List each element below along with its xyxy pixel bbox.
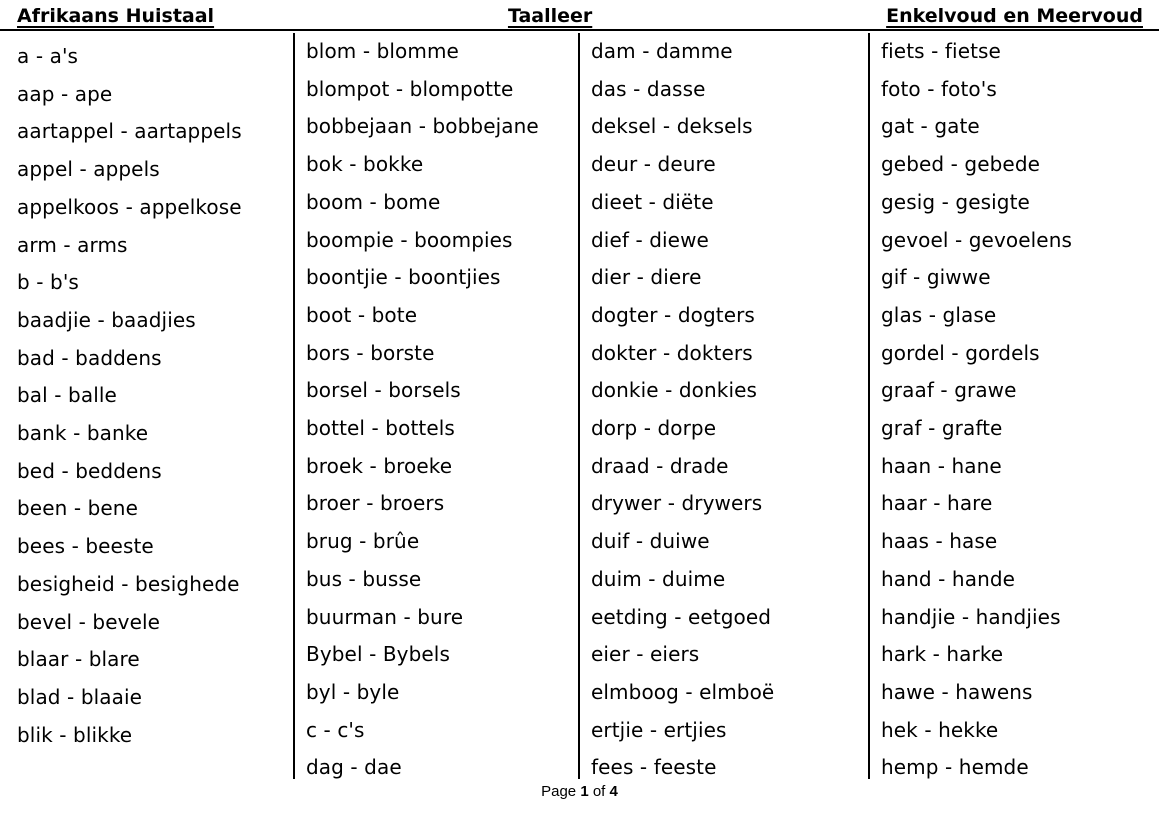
word-pair-item: dag - dae	[306, 755, 402, 780]
footer-page-label: Page	[541, 783, 577, 800]
word-column-4	[868, 33, 1159, 779]
header-title-center: Taalleer	[507, 5, 593, 27]
word-pair-item: bees - beeste	[17, 534, 154, 559]
word-pair-item: gif - giwwe	[881, 265, 991, 290]
word-pair-item: blompot - blompotte	[306, 76, 514, 101]
word-pair-item: bad - baddens	[17, 345, 162, 370]
header-title-right: Enkelvoud en Meervoud	[886, 5, 1143, 27]
word-pair-item: graf - grafte	[881, 416, 1003, 441]
word-pair-item: boontjie - boontjies	[306, 265, 501, 290]
word-pair-item: handjie - handjies	[881, 604, 1061, 629]
word-pair-item: duif - duiwe	[591, 529, 710, 554]
word-pair-item: arm - arms	[17, 232, 128, 257]
word-pair-item: fees - feeste	[591, 755, 717, 780]
word-pair-item: been - bene	[17, 496, 138, 521]
word-pair-item: bal - balle	[17, 383, 117, 408]
word-pair-item: bus - busse	[306, 566, 422, 591]
word-pair-item: eier - eiers	[591, 642, 700, 667]
word-pair-item: dorp - dorpe	[591, 416, 717, 441]
word-pair-item: blad - blaaie	[17, 684, 143, 709]
word-pair-item: appelkoos - appelkose	[17, 194, 242, 219]
word-pair-item: aartappel - aartappels	[17, 119, 242, 144]
word-pair-item: aap - ape	[17, 81, 113, 106]
word-pair-item: donkie - donkies	[591, 378, 758, 403]
word-pair-item: deksel - deksels	[591, 114, 753, 139]
word-pair-item: draad - drade	[591, 453, 729, 478]
word-pair-item: haas - hase	[881, 529, 998, 554]
word-pair-item: glas - glase	[881, 302, 997, 327]
word-pair-item: elmboog - elmboë	[591, 679, 775, 704]
word-pair-item: bottel - bottels	[306, 416, 455, 441]
word-column-2	[293, 33, 578, 779]
word-column-1	[0, 33, 293, 779]
word-pair-item: graaf - grawe	[881, 378, 1017, 403]
word-pair-item: bed - beddens	[17, 458, 162, 483]
word-pair-item: eetding - eetgoed	[591, 604, 772, 629]
word-pair-item: foto - foto's	[881, 76, 997, 101]
word-pair-item: bevel - bevele	[17, 609, 161, 634]
word-pair-item: broer - broers	[306, 491, 445, 516]
word-pair-item: blaar - blare	[17, 647, 140, 672]
word-pair-item: duim - duime	[591, 566, 726, 591]
word-pair-item: gesig - gesigte	[881, 189, 1030, 214]
word-pair-item: dokter - dokters	[591, 340, 753, 365]
word-pair-item: boompie - boompies	[306, 227, 513, 252]
word-pair-item: buurman - bure	[306, 604, 464, 629]
word-pair-item: gebed - gebede	[881, 152, 1041, 177]
word-pair-item: dam - damme	[591, 39, 733, 63]
word-pair-item: haan - hane	[881, 453, 1002, 478]
word-pair-item: borsel - borsels	[306, 378, 461, 403]
word-pair-item: gevoel - gevoelens	[881, 227, 1072, 252]
word-pair-item: gat - gate	[881, 114, 980, 139]
word-pair-item: byl - byle	[306, 679, 400, 704]
word-pair-item: blom - blomme	[306, 39, 459, 63]
page-footer	[0, 782, 1159, 802]
footer-total-pages: 4	[609, 783, 618, 800]
word-pair-item: baadjie - baadjies	[17, 307, 196, 332]
word-pair-item: gordel - gordels	[881, 340, 1040, 365]
word-column-3	[578, 33, 868, 779]
word-pair-item: c - c's	[306, 717, 365, 742]
footer-of-label: of	[592, 783, 606, 800]
word-pair-item: deur - deure	[591, 152, 716, 177]
header-title-left: Afrikaans Huistaal	[17, 5, 215, 27]
word-pair-item: Bybel - Bybels	[306, 642, 450, 667]
page-header	[0, 0, 1159, 31]
word-pair-item: bank - banke	[17, 421, 149, 446]
word-pair-item: dief - diewe	[591, 227, 709, 252]
word-pair-item: drywer - drywers	[591, 491, 763, 516]
word-pair-item: hemp - hemde	[881, 755, 1029, 780]
word-pair-item: b - b's	[17, 270, 79, 295]
word-pair-item: blik - blikke	[17, 722, 133, 747]
footer-page-number: 1	[580, 783, 589, 800]
word-pair-item: dieet - diëte	[591, 189, 714, 214]
word-list-table	[0, 33, 1159, 779]
word-pair-item: boot - bote	[306, 302, 418, 327]
word-pair-item: fiets - fietse	[881, 39, 1001, 63]
word-pair-item: bors - borste	[306, 340, 435, 365]
word-pair-item: ertjie - ertjies	[591, 717, 727, 742]
word-pair-item: a - a's	[17, 44, 79, 68]
word-pair-item: das - dasse	[591, 76, 706, 101]
word-pair-item: boom - bome	[306, 189, 441, 214]
word-pair-item: hark - harke	[881, 642, 1004, 667]
word-pair-item: dier - diere	[591, 265, 702, 290]
word-pair-item: hek - hekke	[881, 717, 999, 742]
word-pair-item: besigheid - besighede	[17, 571, 240, 596]
word-pair-item: brug - brûe	[306, 529, 420, 554]
word-pair-item: broek - broeke	[306, 453, 453, 478]
word-pair-item: hand - hande	[881, 566, 1016, 591]
word-pair-item: haar - hare	[881, 491, 993, 516]
word-pair-item: hawe - hawens	[881, 679, 1033, 704]
word-pair-item: bok - bokke	[306, 152, 424, 177]
word-pair-item: appel - appels	[17, 157, 160, 182]
word-pair-item: dogter - dogters	[591, 302, 755, 327]
word-pair-item: bobbejaan - bobbejane	[306, 114, 539, 139]
